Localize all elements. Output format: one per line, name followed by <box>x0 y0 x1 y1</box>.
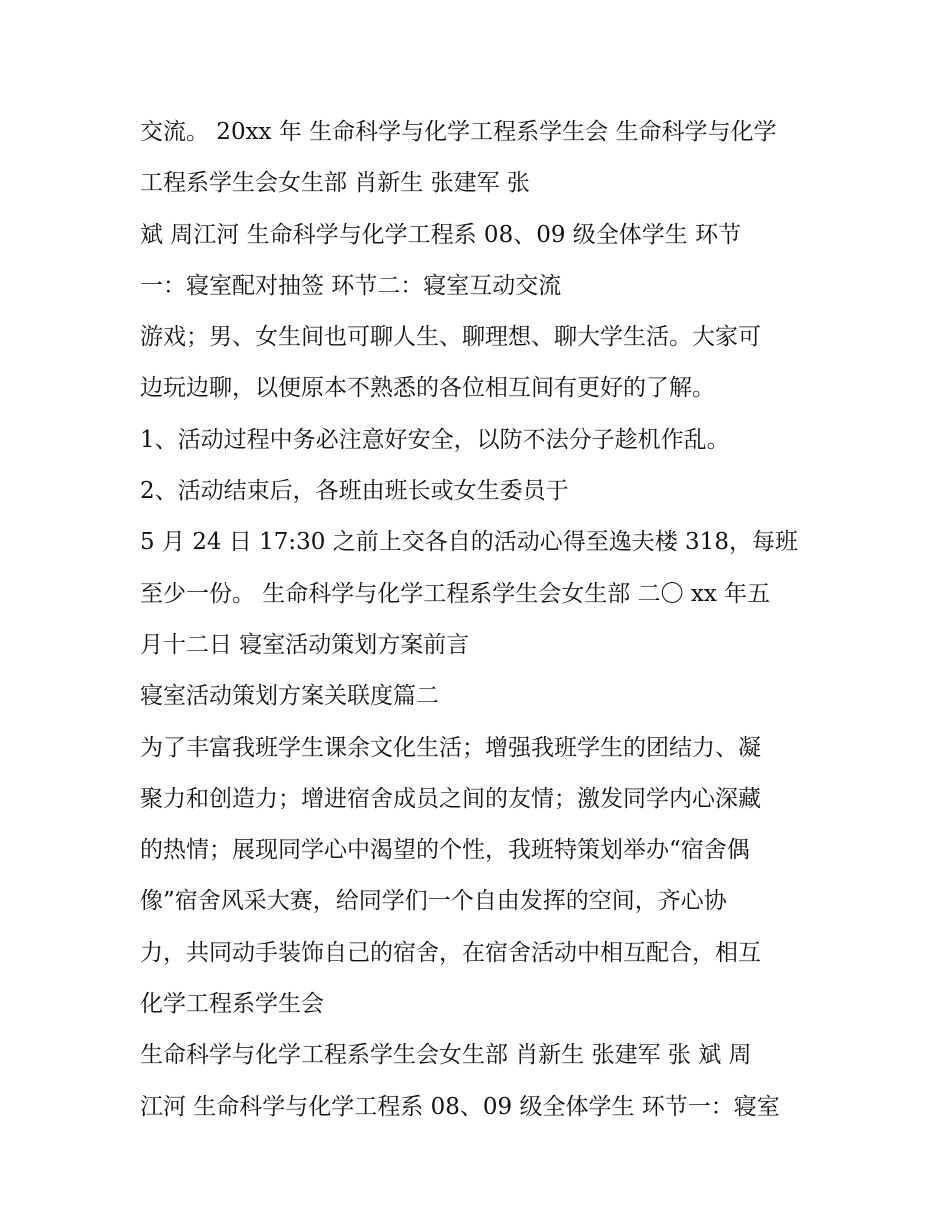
text-line: 斌 周江河 生命科学与化学工程系 08、09 级全体学生 环节 <box>140 221 742 248</box>
text-line: 生命科学与化学工程系学生会女生部 肖新生 张建军 张 斌 周 <box>140 1042 752 1069</box>
text-line: 的热情；展现同学心中渴望的个性，我班特策划举办“宿舍偶 <box>140 837 750 864</box>
document-body <box>140 107 830 1133</box>
text-line: 交流。 20xx 年 生命科学与化学工程系学生会 生命科学与化学 <box>140 119 777 145</box>
text-line: 江河 生命科学与化学工程系 08、09 级全体学生 环节一：寝室 <box>140 1093 780 1120</box>
text-line: 5 月 24 日 17:30 之前上交各自的活动心得至逸夫楼 318，每班 <box>140 529 798 556</box>
text-line: 为了丰富我班学生课余文化生活；增强我班学生的团结力、凝 <box>140 734 761 761</box>
section-heading: 寝室活动策划方案关联度篇二 <box>140 683 439 710</box>
text-line: 边玩边聊，以便原本不熟悉的各位相互间有更好的了解。 <box>140 375 715 402</box>
text-line: 聚力和创造力；增进宿舍成员之间的友情；激发同学内心深藏 <box>140 785 761 812</box>
text-line: 游戏；男、女生间也可聊人生、聊理想、聊大学生活。大家可 <box>140 324 761 351</box>
text-line: 至少一份。 生命科学与化学工程系学生会女生部 二〇 xx 年五 <box>140 580 771 607</box>
text-line: 月十二日 寝室活动策划方案前言 <box>140 631 470 658</box>
text-line: 一：寝室配对抽签 环节二：寝室互动交流 <box>140 272 562 299</box>
text-line: 工程系学生会女生部 肖新生 张建军 张 <box>140 170 530 197</box>
text-line: 1、活动过程中务必注意好安全，以防不法分子趁机作乱。 <box>140 426 730 453</box>
text-line: 像”宿舍风采大赛，给同学们一个自由发挥的空间，齐心协 <box>140 888 727 915</box>
text-line: 化学工程系学生会 <box>140 991 324 1018</box>
text-line: 2、活动结束后，各班由班长或女生委员于 <box>140 478 569 505</box>
text-line: 力，共同动手装饰自己的宿舍，在宿舍活动中相互配合，相互 <box>140 939 761 966</box>
